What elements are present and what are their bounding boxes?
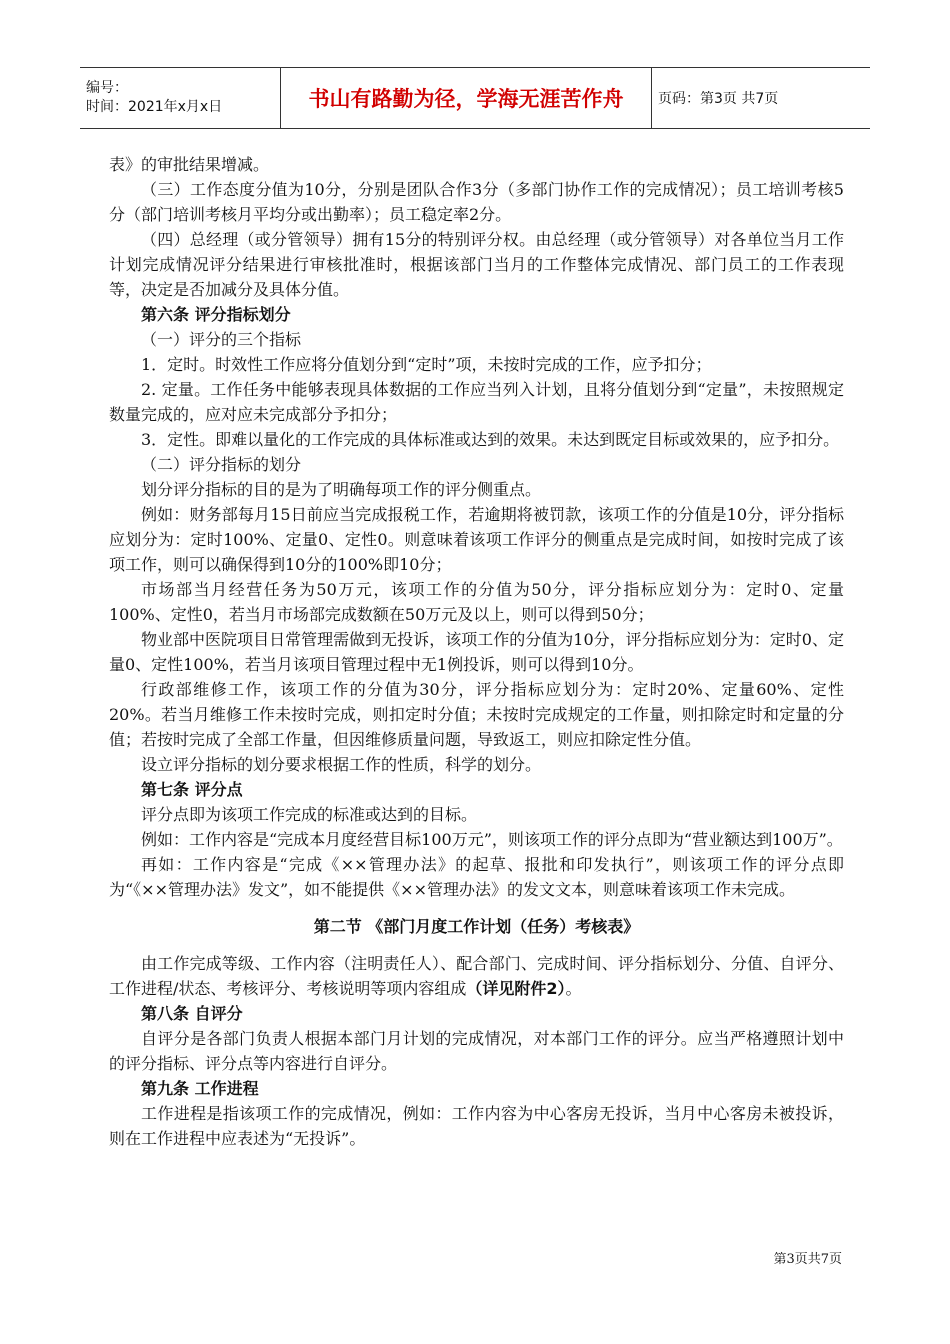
paragraph: 划分评分指标的目的是为了明确每项工作的评分侧重点。	[141, 480, 542, 499]
paragraph: （四）总经理（或分管领导）拥有15分的特别评分权。由总经理（或分管领导）对各单位当月工作计划完成情况评分结果进行审核批准时，根据该部门当月的工作整体完成情况、部门员工的工作表现等，决定是否加减分及具体分值。	[109, 230, 844, 299]
paragraph: 例如：工作内容是“完成本月度经营目标100万元”，则该项工作的评分点即为“营业额达到100万”。	[141, 830, 843, 849]
paragraph: （三）工作态度分值为10分，分别是团队合作3分（多部门协作工作的完成情况）；员工培训考核5分（部门培训考核月平均分或出勤率）；员工稳定率2分。	[109, 180, 844, 224]
document-number-label: 编号：	[86, 80, 128, 96]
document-body	[109, 152, 844, 1151]
header-motto: 书山有路勤为径，学海无涯苦作舟	[281, 68, 652, 129]
paragraph: 物业部中医院项目日常管理需做到无投诉，该项工作的分值为10分，评分指标应划分为：定时0、定量0、定性100%，若当月该项目管理过程中无1例投诉，则可以得到10分。	[109, 630, 844, 674]
paragraph: 自评分是各部门负责人根据本部门月计划的完成情况，对本部门工作的评分。应当严格遵照计划中的评分指标、评分点等内容进行自评分。	[109, 1029, 844, 1073]
paragraph-end: 。	[565, 979, 582, 998]
paragraph-text: 由工作完成等级、工作内容（注明责任人）、配合部门、完成时间、评分指标划分、分值、自评分、工作进程/状态、考核评分、考核说明等项内容组成	[109, 954, 844, 998]
header-page-label: 页码：第3页 共7页	[652, 68, 871, 129]
header-table	[80, 67, 870, 129]
paragraph: 评分点即为该项工作完成的标准或达到的目标。	[141, 805, 478, 824]
paragraph	[109, 951, 844, 1001]
paragraph: 行政部维修工作，该项工作的分值为30分，评分指标应划分为：定时20%、定量60%、定性20%。若当月维修工作未按时完成，则扣定时分值；未按时完成规定的工作量，则扣除定时和定量的分值；若按时完成了全部工作量，但因维修质量问题，导致返工，则应扣除定性分值。	[109, 680, 844, 749]
article-heading: 第六条 评分指标划分	[141, 305, 291, 324]
page-footer: 第3页共7页	[773, 1252, 842, 1267]
paragraph: 再如：工作内容是“完成《××管理办法》的起草、报批和印发执行”，则该项工作的评分点即为“《××管理办法》发文”，如不能提供《××管理办法》的发文文本，则意味着该项工作未完成。	[109, 855, 844, 899]
appendix-reference: （详见附件2）	[466, 979, 566, 998]
paragraph: （二）评分指标的划分	[141, 455, 302, 474]
paragraph: （一）评分的三个指标	[141, 330, 302, 349]
article-heading: 第九条 工作进程	[141, 1079, 259, 1098]
article-heading: 第八条 自评分	[141, 1004, 243, 1023]
paragraph: 设立评分指标的划分要求根据工作的性质，科学的划分。	[141, 755, 542, 774]
document-time-label: 时间：2021年x月x日	[86, 99, 223, 115]
paragraph: 表》的审批结果增减。	[109, 155, 270, 174]
paragraph: 1．定时。时效性工作应将分值划分到“定时”项，未按时完成的工作，应予扣分；	[141, 355, 712, 374]
paragraph: 例如：财务部每月15日前应当完成报税工作，若逾期将被罚款，该项工作的分值是10分，评分指标应划分为：定时100%、定量0、定性0。则意味着该项工作评分的侧重点是完成时间，如按时完成了该项工作，则可以确保得到10分的100%即10分；	[109, 505, 844, 574]
paragraph: 市场部当月经营任务为50万元，该项工作的分值为50分，评分指标应划分为：定时0、定量100%、定性0，若当月市场部完成数额在50万元及以上，则可以得到50分；	[109, 580, 844, 624]
paragraph: 2. 定量。工作任务中能够表现具体数据的工作应当列入计划，且将分值划分到“定量”，未按照规定数量完成的，应对应未完成部分予扣分；	[109, 380, 844, 424]
article-heading: 第七条 评分点	[141, 780, 243, 799]
paragraph: 3．定性。即难以量化的工作完成的具体标准或达到的效果。未达到既定目标或效果的，应予扣分。	[141, 430, 840, 449]
section-heading: 第二节 《部门月度工作计划（任务）考核表》	[313, 917, 640, 936]
header-meta	[80, 68, 281, 129]
paragraph: 工作进程是指该项工作的完成情况，例如：工作内容为中心客房无投诉，当月中心客房未被投诉，则在工作进程中应表述为“无投诉”。	[109, 1104, 844, 1148]
